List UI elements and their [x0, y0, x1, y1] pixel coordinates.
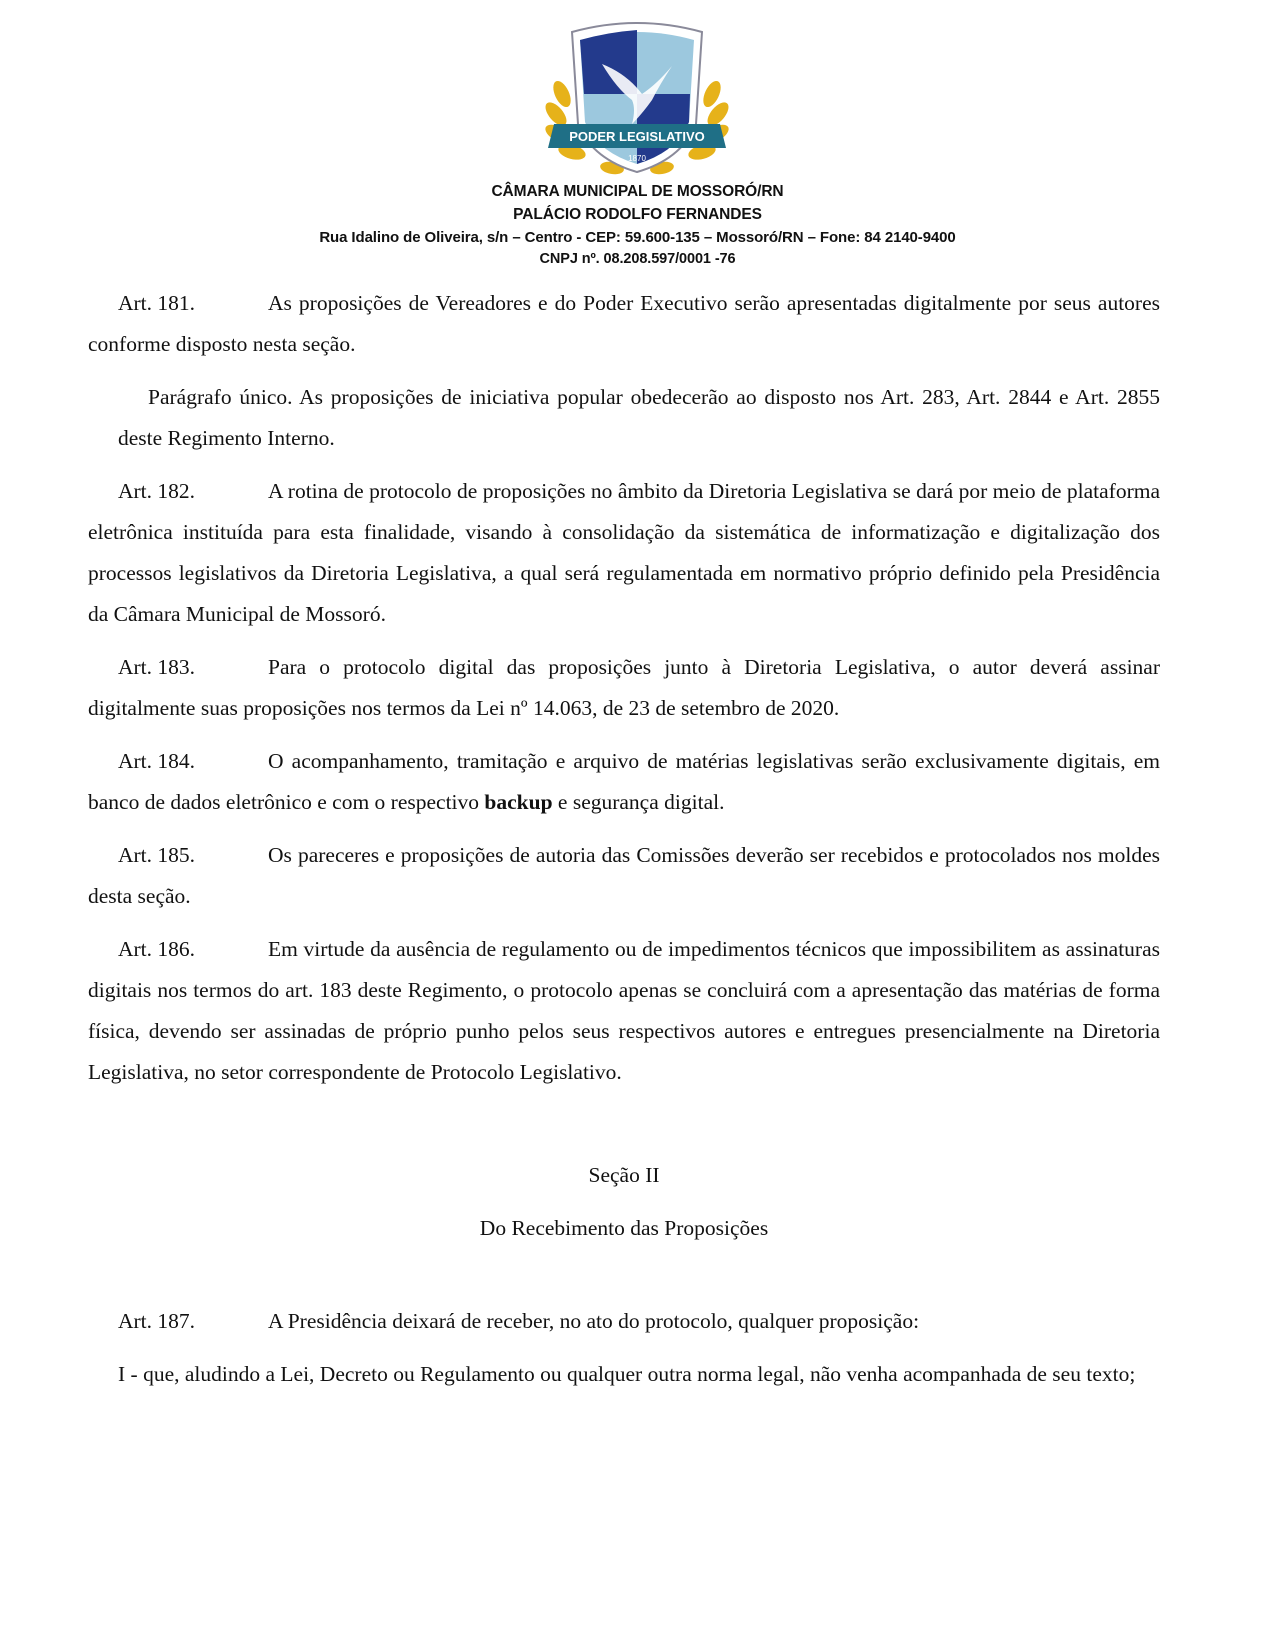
- section-number: Seção II: [588, 1163, 660, 1187]
- article-183: [88, 647, 1160, 729]
- section-title: Do Recebimento das Proposições: [479, 1216, 769, 1240]
- article-label: Art. 181.: [118, 291, 196, 315]
- article-text: O acompanhamento, tramitação e arquivo de matérias legislativas serão exclusivamente digitais, em banco de dados eletrônico e com o respectivo: [88, 749, 1160, 814]
- article-label: Art. 184.: [118, 749, 196, 773]
- article-label: Art. 183.: [118, 655, 196, 679]
- paragrafo-unico: [88, 377, 1160, 459]
- article-text: Em virtude da ausência de regulamento ou de impedimentos técnicos que impossibilitem as assinaturas digitais nos termos do art. 183 deste Regimento, o protocolo apenas se concluirá com a apresentação das matérias de forma física, devendo ser assinadas de próprio punho pelos seus respectivos autores e entregues presencialmente na Diretoria Legislativa, no setor correspondente de Protocolo Legislativo.: [88, 937, 1160, 1084]
- institution-name: CÂMARA MUNICIPAL DE MOSSORÓ/RN: [491, 183, 784, 200]
- article-185: [88, 835, 1160, 917]
- article-text: A rotina de protocolo de proposições no âmbito da Diretoria Legislativa se dará por meio de plataforma eletrônica instituída para esta finalidade, visando à consolidação da sistemática de informatização e digitalização dos processos legislativos da Diretoria Legislativa, a qual será regulamentada em normativo próprio definido pela Presidência da Câmara Municipal de Mossoró.: [88, 479, 1160, 626]
- cnpj-line: CNPJ nº. 08.208.597/0001 -76: [539, 251, 736, 267]
- document-body: [88, 283, 1160, 1407]
- article-text-tail: e segurança digital.: [552, 790, 725, 814]
- article-text: Os pareceres e proposições de autoria das Comissões deverão ser recebidos e protocolados nos moldes desta seção.: [88, 843, 1160, 908]
- address-line: Rua Idalino de Oliveira, s/n – Centro - CEP: 59.600-135 – Mossoró/RN – Fone: 84 2140-9400: [319, 229, 956, 246]
- svg-text:1870: 1870: [628, 154, 646, 163]
- article-label: Art. 185.: [118, 843, 196, 867]
- article-182: [88, 471, 1160, 635]
- article-label: Art. 187.: [118, 1309, 196, 1333]
- article-187: [88, 1301, 1160, 1342]
- article-text: Para o protocolo digital das proposições junto à Diretoria Legislativa, o autor deverá assinar digitalmente suas proposições nos termos da Lei nº 14.063, de 23 de setembro de 2020.: [88, 655, 1160, 720]
- article-text: A Presidência deixará de receber, no ato do protocolo, qualquer proposição:: [268, 1309, 920, 1333]
- article-181: [88, 283, 1160, 365]
- paragraph-text: Parágrafo único. As proposições de iniciativa popular obedecerão ao disposto nos Art. 283, Art. 2844 e Art. 2855 deste Regimento Interno.: [118, 385, 1160, 450]
- article-184: [88, 741, 1160, 823]
- bold-term-backup: backup: [484, 790, 553, 814]
- article-label: Art. 182.: [118, 479, 196, 503]
- article-label: Art. 186.: [118, 937, 196, 961]
- svg-text:PODER LEGISLATIVO: PODER LEGISLATIVO: [569, 129, 705, 144]
- article-text: As proposições de Vereadores e do Poder Executivo serão apresentadas digitalmente por seus autores conforme disposto nesta seção.: [88, 291, 1160, 356]
- palace-name: PALÁCIO RODOLFO FERNANDES: [513, 206, 762, 223]
- article-187-item-i: I - que, aludindo a Lei, Decreto ou Regulamento ou qualquer outra norma legal, não venha acompanhada de seu texto;: [118, 1362, 1136, 1386]
- legislative-crest-logo: [532, 14, 742, 184]
- article-186: [88, 929, 1160, 1093]
